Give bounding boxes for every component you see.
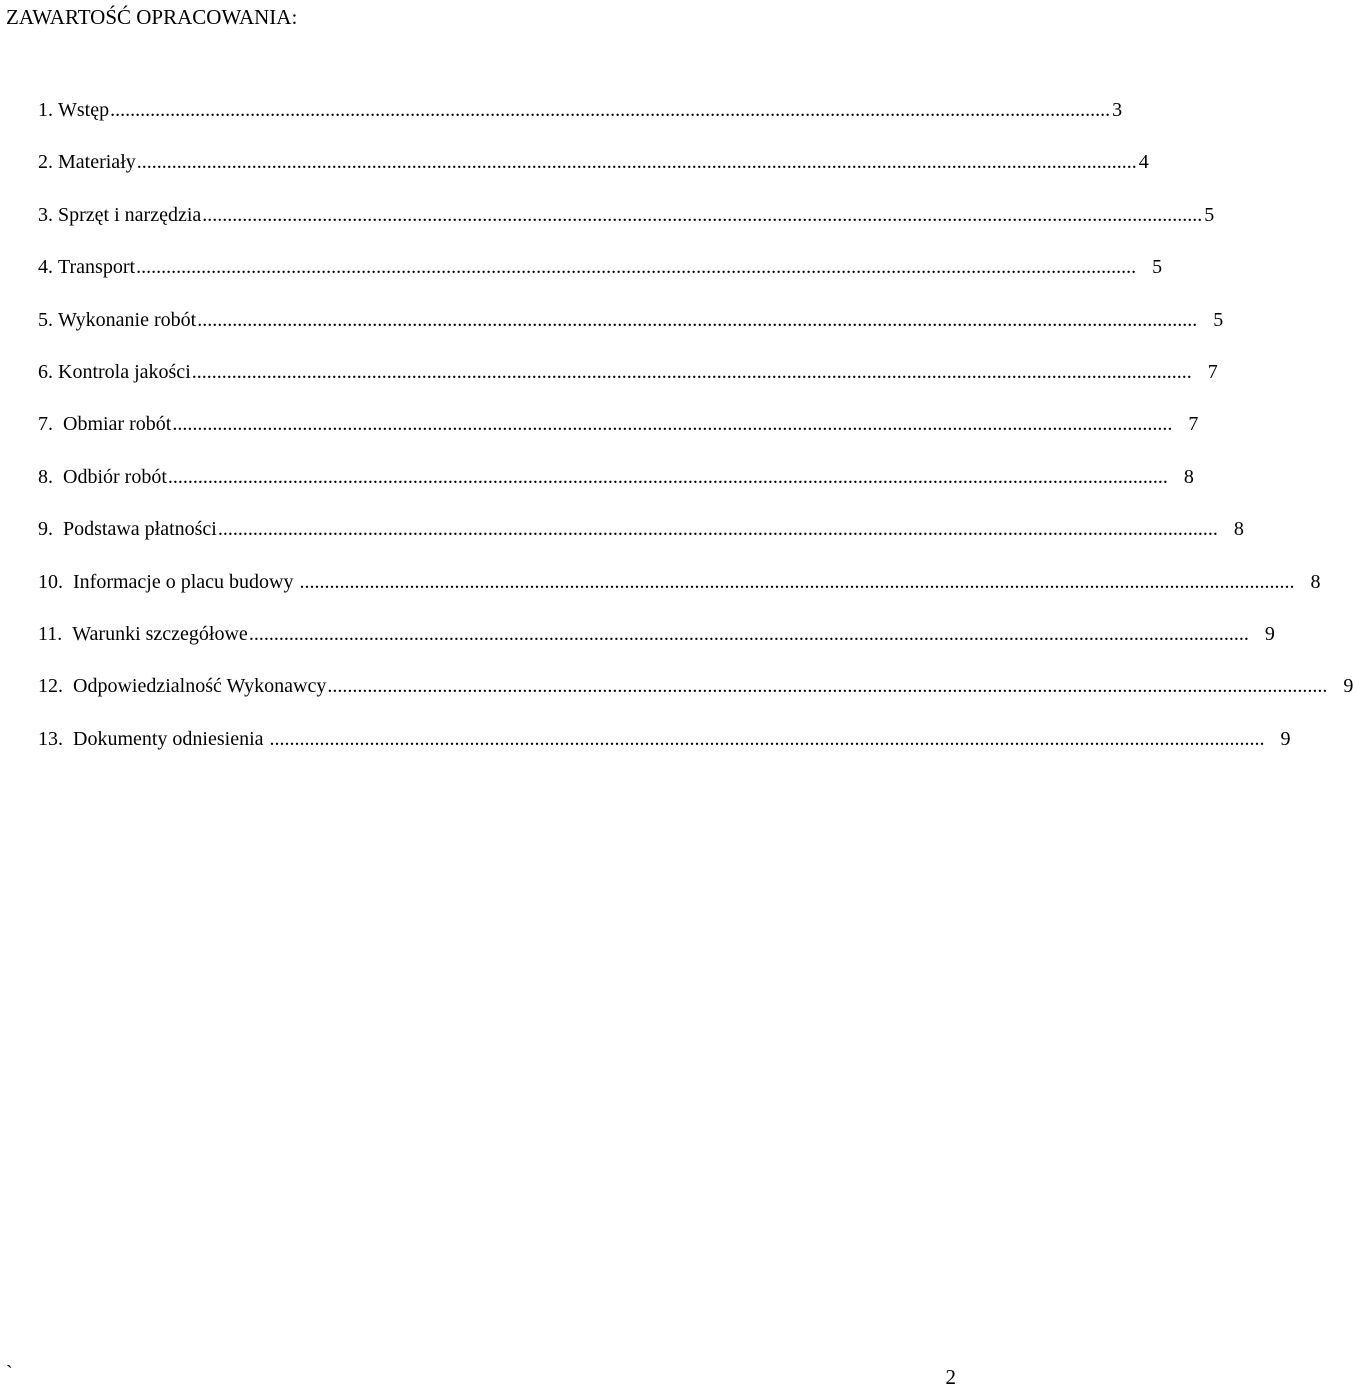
toc-entry — [38, 411, 1199, 463]
toc-leader-dots: ....................................................................................................................................................................................................... — [294, 570, 1295, 593]
toc-entry-page: 5 — [1152, 256, 1163, 279]
toc-entry — [38, 97, 1123, 149]
toc-entry-page: 8 — [1233, 518, 1244, 541]
toc-entry-label: Dokumenty odniesienia — [73, 727, 264, 750]
toc-entry — [38, 149, 1149, 201]
toc-entry-page: 8 — [1310, 570, 1321, 593]
toc-entry — [38, 516, 1244, 568]
toc-entry-number: 4. — [38, 256, 53, 279]
toc-entry — [38, 359, 1218, 411]
toc-entry-label: Podstawa płatności — [63, 518, 217, 541]
toc-entry-number: 12. — [38, 675, 63, 698]
toc-entry — [38, 307, 1224, 359]
toc-entry — [38, 202, 1215, 254]
toc-entry-label: Warunki szczegółowe — [72, 622, 248, 645]
toc-entry-label: Obmiar robót — [63, 413, 172, 436]
toc-entry-number: 6. — [38, 360, 53, 383]
toc-entry — [38, 673, 1353, 725]
toc-leader-dots: ....................................................................................................................................................................................................... — [264, 727, 1265, 750]
toc-entry-number: 2. — [38, 151, 53, 174]
toc-entry-label: Transport — [58, 256, 136, 279]
toc-leader-dots: ........................................................................................................................................................................................................ — [191, 360, 1192, 383]
toc-entry-label: Wykonanie robót — [58, 308, 197, 331]
toc-entry-page: 4 — [1138, 151, 1149, 174]
toc-entry — [38, 464, 1194, 516]
toc-leader-dots: ........................................................................................................................................................................................................ — [248, 622, 1249, 645]
toc-entry-page: 7 — [1207, 360, 1218, 383]
page-number: 2 — [945, 1365, 956, 1389]
toc-entry-page: 5 — [1204, 203, 1215, 226]
toc-entry-page: 9 — [1280, 727, 1291, 750]
toc-leader-dots: ........................................................................................................................................................................................................ — [202, 203, 1203, 226]
toc-leader-dots: ........................................................................................................................................................................................................ — [110, 99, 1111, 121]
toc-entry-page: 7 — [1188, 413, 1199, 436]
table-of-contents — [38, 97, 1353, 778]
toc-leader-dots: ........................................................................................................................................................................................................ — [136, 256, 1137, 279]
toc-entry-label: Materiały — [58, 151, 136, 174]
toc-entry-label: Sprzęt i narzędzia — [58, 203, 202, 226]
toc-leader-dots: ........................................................................................................................................................................................................ — [217, 518, 1218, 541]
toc-entry-number: 5. — [38, 308, 53, 331]
toc-entry-number: 13. — [38, 727, 63, 750]
toc-entry — [38, 726, 1291, 778]
toc-leader-dots: ........................................................................................................................................................................................................ — [167, 465, 1168, 488]
toc-entry — [38, 621, 1275, 673]
toc-entry-number: 3. — [38, 203, 53, 226]
page-title: ZAWARTOŚĆ OPRACOWANIA: — [6, 5, 298, 29]
toc-entry-page: 9 — [1264, 622, 1275, 645]
toc-entry-number: 10. — [38, 570, 63, 593]
toc-entry-number: 9. — [38, 518, 53, 541]
toc-entry-number: 8. — [38, 465, 53, 488]
toc-entry-page: 8 — [1183, 465, 1194, 488]
toc-entry — [38, 569, 1321, 621]
toc-entry-number: 1. — [38, 99, 53, 121]
toc-leader-dots: ........................................................................................................................................................................................................ — [172, 413, 1173, 436]
toc-entry-number: 11. — [38, 622, 63, 645]
toc-entry-page: 3 — [1112, 99, 1123, 121]
toc-leader-dots: ........................................................................................................................................................................................................ — [136, 151, 1137, 174]
toc-entry-label: Odbiór robót — [63, 465, 167, 488]
toc-entry-label: Wstęp — [58, 99, 110, 121]
toc-entry-label: Kontrola jakości — [58, 360, 191, 383]
toc-leader-dots: ........................................................................................................................................................................................................ — [197, 308, 1198, 331]
toc-leader-dots: ........................................................................................................................................................................................................ — [327, 675, 1328, 698]
toc-entry-label: Informacje o placu budowy — [73, 570, 294, 593]
toc-entry-page: 9 — [1343, 675, 1353, 698]
toc-entry — [38, 254, 1163, 306]
toc-entry-label: Odpowiedzialność Wykonawcy — [73, 675, 327, 698]
toc-entry-number: 7. — [38, 413, 53, 436]
toc-entry-page: 5 — [1213, 308, 1224, 331]
footer-mark: ` — [6, 1362, 13, 1384]
